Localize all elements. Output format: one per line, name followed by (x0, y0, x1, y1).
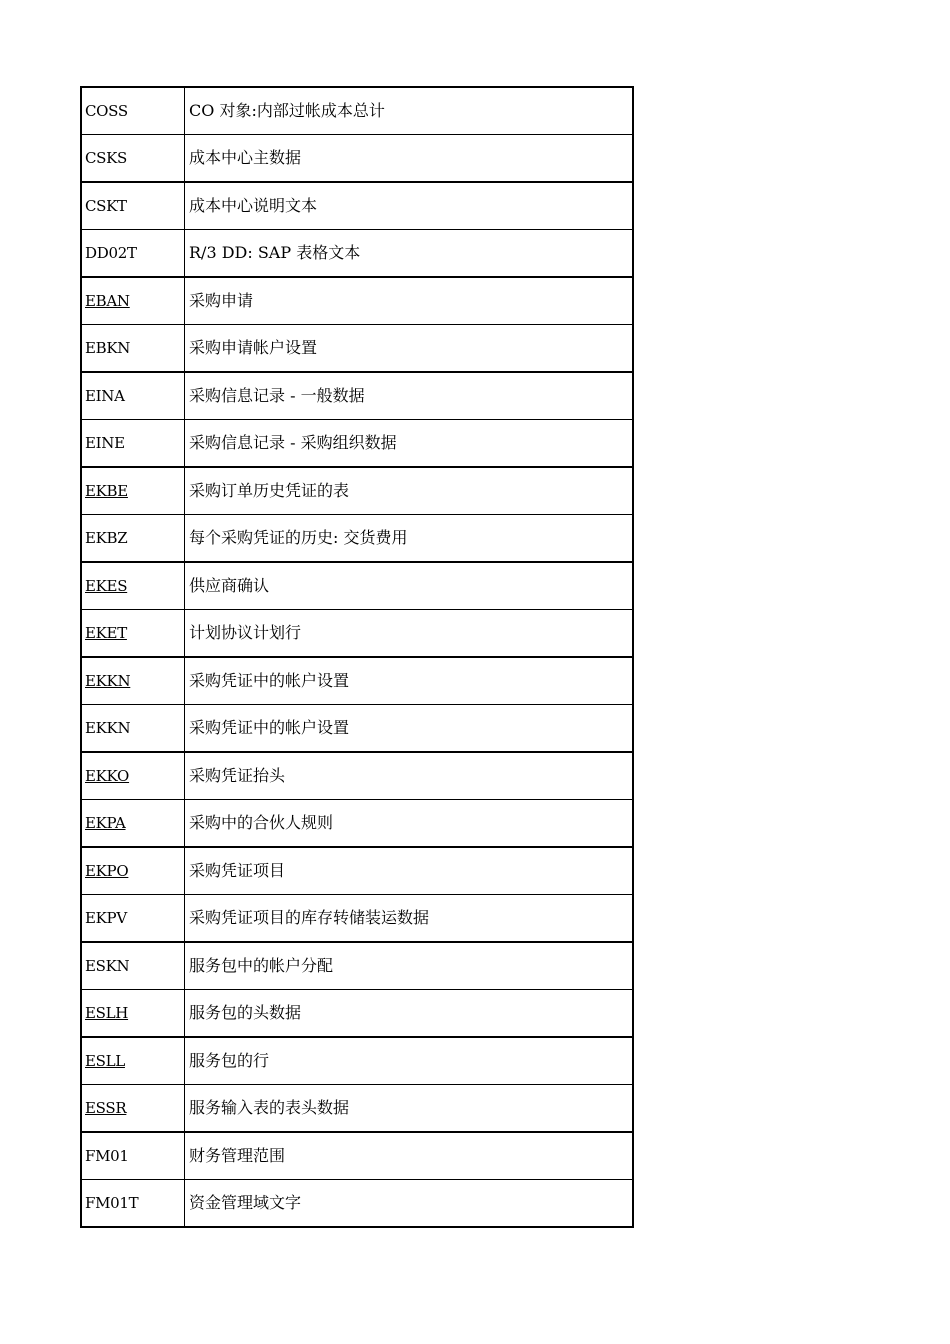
table-description: 采购申请 (185, 277, 634, 325)
table-description: 服务包中的帐户分配 (185, 942, 634, 990)
table-code: ESKN (85, 957, 130, 975)
table-code-cell (81, 182, 185, 230)
table-row (81, 135, 633, 183)
table-code: FM01T (85, 1194, 139, 1212)
table-code-cell (81, 610, 185, 658)
table-description: 服务包的头数据 (185, 990, 634, 1038)
table-code-cell (81, 277, 185, 325)
table-description: 采购信息记录 - 一般数据 (185, 372, 634, 420)
table-code: CSKS (85, 149, 128, 167)
table-row (81, 515, 633, 563)
table-description: 计划协议计划行 (185, 610, 634, 658)
table-code-link[interactable]: EKPA (85, 814, 126, 832)
table-code-link[interactable]: ESLH (85, 1004, 129, 1022)
table-code-cell (81, 752, 185, 800)
table-code-link[interactable]: ESSR (85, 1099, 127, 1117)
table-description: 资金管理域文字 (185, 1180, 634, 1228)
table-code-cell (81, 420, 185, 468)
table-row (81, 895, 633, 943)
table-row (81, 847, 633, 895)
table-code: EINE (85, 434, 125, 452)
table-row (81, 752, 633, 800)
table-code-link[interactable]: EKPO (85, 862, 129, 880)
table-code: CSKT (85, 197, 127, 215)
table-row (81, 87, 633, 135)
table-row (81, 325, 633, 373)
table-body (81, 87, 633, 1227)
table-code-cell (81, 230, 185, 278)
table-description: 采购中的合伙人规则 (185, 800, 634, 848)
table-code-link[interactable]: EKKO (85, 767, 130, 785)
table-row (81, 610, 633, 658)
table-code-link[interactable]: EBAN (85, 292, 130, 310)
table-description: R/3 DD: SAP 表格文本 (185, 230, 634, 278)
table-description: 采购凭证项目的库存转储装运数据 (185, 895, 634, 943)
table-code: EKKN (85, 719, 131, 737)
table-code-cell (81, 1132, 185, 1180)
table-row (81, 182, 633, 230)
table-row (81, 562, 633, 610)
table-code-cell (81, 467, 185, 515)
table-row (81, 467, 633, 515)
table-row (81, 800, 633, 848)
table-description: 采购订单历史凭证的表 (185, 467, 634, 515)
table-code-cell (81, 325, 185, 373)
table-description: 每个采购凭证的历史: 交货费用 (185, 515, 634, 563)
table-description: 采购凭证抬头 (185, 752, 634, 800)
table-row (81, 942, 633, 990)
table-code-cell (81, 847, 185, 895)
table-code-cell (81, 515, 185, 563)
table-code: FM01 (85, 1147, 129, 1165)
table-code-cell (81, 372, 185, 420)
table-description: 采购申请帐户设置 (185, 325, 634, 373)
table-description: 采购凭证中的帐户设置 (185, 705, 634, 753)
table-row (81, 657, 633, 705)
table-code-cell (81, 135, 185, 183)
table-row (81, 277, 633, 325)
table-code-cell (81, 1180, 185, 1228)
table-code-cell (81, 705, 185, 753)
table-code: COSS (85, 102, 128, 120)
table-code-link[interactable]: EKBE (85, 482, 128, 500)
table-row (81, 372, 633, 420)
table-row (81, 1180, 633, 1228)
table-description: 财务管理范围 (185, 1132, 634, 1180)
table-code: DD02T (85, 244, 137, 262)
table-code: EBKN (85, 339, 131, 357)
table-description: 成本中心主数据 (185, 135, 634, 183)
table-code-link[interactable]: ESLL (85, 1052, 125, 1070)
table-description: 成本中心说明文本 (185, 182, 634, 230)
table-code-cell (81, 657, 185, 705)
table-row (81, 420, 633, 468)
table-description: 供应商确认 (185, 562, 634, 610)
table-description: 采购信息记录 - 采购组织数据 (185, 420, 634, 468)
table-code-cell (81, 1037, 185, 1085)
table-code-cell (81, 800, 185, 848)
table-code-link[interactable]: EKKN (85, 672, 131, 690)
table-row (81, 705, 633, 753)
table-row (81, 230, 633, 278)
table-code: EKBZ (85, 529, 128, 547)
table-row (81, 1132, 633, 1180)
table-code-cell (81, 562, 185, 610)
table-code: EKPV (85, 909, 127, 927)
sap-table-list (80, 86, 634, 1228)
table-description: 服务输入表的表头数据 (185, 1085, 634, 1133)
table-description: CO 对象:内部过帐成本总计 (185, 87, 634, 135)
table-code-link[interactable]: EKET (85, 624, 127, 642)
table-code-cell (81, 1085, 185, 1133)
table-code-link[interactable]: EKES (85, 577, 128, 595)
table-code-cell (81, 942, 185, 990)
table-code-cell (81, 895, 185, 943)
table-description: 服务包的行 (185, 1037, 634, 1085)
table-row (81, 1037, 633, 1085)
table-row (81, 990, 633, 1038)
table-code: EINA (85, 387, 125, 405)
table-description: 采购凭证项目 (185, 847, 634, 895)
table-row (81, 1085, 633, 1133)
table-code-cell (81, 87, 185, 135)
table-code-cell (81, 990, 185, 1038)
table-description: 采购凭证中的帐户设置 (185, 657, 634, 705)
